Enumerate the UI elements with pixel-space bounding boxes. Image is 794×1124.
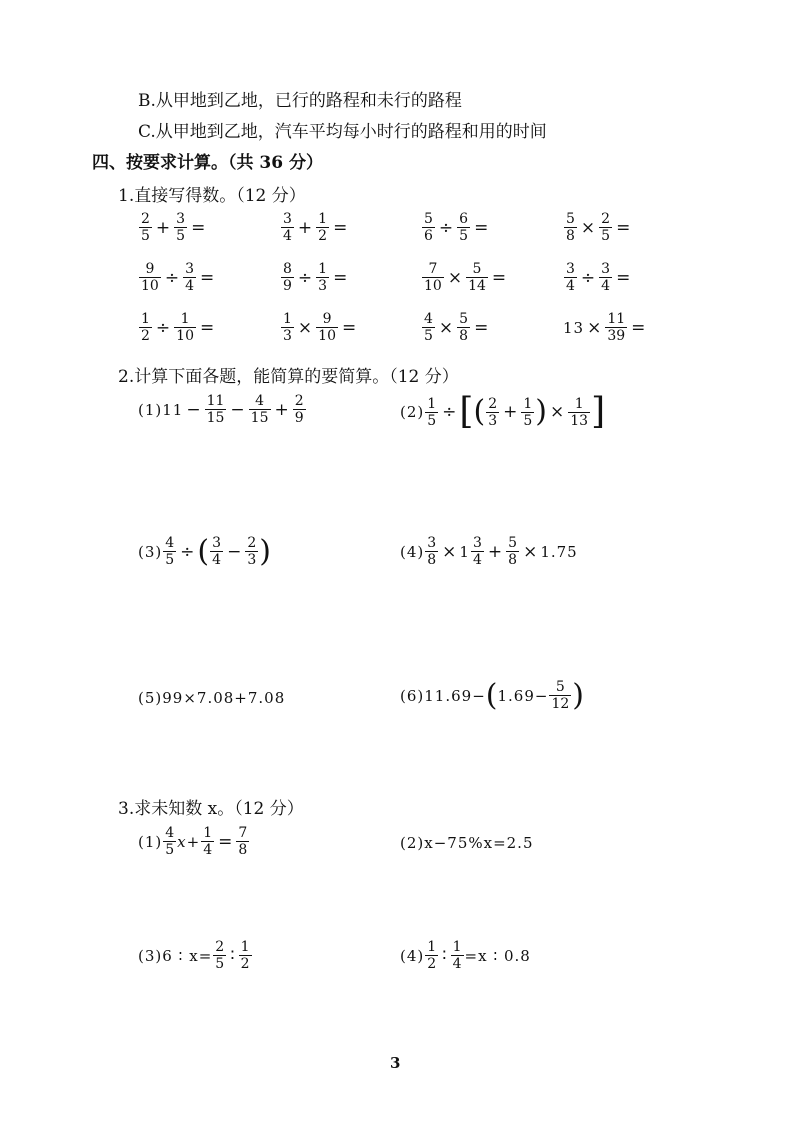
times-sign: ×: [442, 541, 457, 562]
fraction: $\frac{1}{4}$: [452, 939, 462, 972]
fraction: $\frac{2}{5}$: [601, 211, 611, 244]
q1-item: [421, 312, 491, 343]
equals-sign: =: [342, 317, 357, 338]
fraction: $\frac{6}{5}$: [459, 211, 469, 244]
q2-problem-1: [138, 394, 307, 425]
decimal-value: 1.75: [540, 542, 578, 561]
fraction: $\frac{5}{8}$: [459, 311, 469, 344]
fraction: $\frac{1}{3}$: [283, 311, 292, 344]
q1-item: [280, 312, 359, 343]
fraction: $\frac{1}{5}$: [427, 395, 437, 429]
fraction: $\frac{7}{10}$: [424, 261, 442, 294]
operator: ÷: [580, 267, 596, 288]
fraction: $\frac{3}{4}$: [283, 211, 292, 244]
operator: ×: [580, 217, 596, 238]
fraction: $\frac{4}{5}$: [165, 825, 175, 858]
left-paren: (: [485, 677, 498, 713]
fraction: $\frac{5}{6}$: [424, 211, 433, 244]
q3-p4-tail: =x ∶ 0.8: [464, 946, 531, 965]
q1-title: 1.直接写得数。（12 分）: [118, 186, 306, 206]
q3-p3-label: (3)6 ∶ x=: [138, 946, 213, 965]
fraction: $\frac{2}{5}$: [141, 211, 150, 244]
right-paren: ): [572, 677, 584, 713]
fraction: $\frac{1}{2}$: [240, 939, 250, 972]
minus-sign: −: [227, 541, 242, 562]
operator: +: [155, 217, 171, 238]
fraction: $\frac{1}{5}$: [523, 395, 533, 429]
equals-sign: =: [333, 267, 348, 288]
fraction: $\frac{2}{3}$: [247, 535, 257, 568]
q3-problem-4: [400, 940, 531, 971]
equals-sign: =: [218, 831, 233, 852]
operator: ×: [447, 267, 463, 288]
operator: ×: [587, 317, 602, 338]
fraction: $\frac{5}{8}$: [566, 211, 575, 244]
right-paren: ): [259, 533, 271, 569]
times-sign: ×: [550, 402, 565, 422]
q1-item: [138, 312, 217, 343]
fraction: $\frac{5}{12}$: [551, 679, 570, 712]
equals-sign: =: [616, 267, 631, 288]
fraction: $\frac{5}{8}$: [508, 535, 518, 568]
fraction: $\frac{11}{15}$: [206, 393, 225, 426]
q1-item: [563, 262, 633, 293]
fraction: $\frac{3}{8}$: [427, 535, 437, 568]
operator: ×: [297, 317, 313, 338]
right-paren: ): [535, 394, 547, 429]
equals-sign: =: [631, 317, 646, 338]
fraction: $\frac{3}{5}$: [176, 211, 186, 244]
equals-sign: =: [200, 317, 215, 338]
fraction: $\frac{7}{8}$: [238, 825, 248, 858]
left-paren: (: [473, 394, 486, 429]
q2-problem-3: [138, 533, 271, 569]
operator: ×: [438, 317, 454, 338]
fraction: $\frac{3}{4}$: [472, 535, 482, 568]
fraction: $\frac{1}{13}$: [570, 395, 589, 429]
equals-sign: =: [491, 267, 507, 288]
q3-title: 3.求未知数 x。（12 分）: [118, 799, 304, 819]
divide-sign: ÷: [180, 541, 195, 562]
whole-number: 13: [563, 318, 585, 337]
fraction: $\frac{1}{3}$: [318, 261, 328, 294]
plus-sign: +: [274, 399, 289, 420]
q2-problem-2: [400, 391, 606, 432]
divide-sign: ÷: [442, 402, 457, 422]
q2-title: 2.计算下面各题，能简算的要简算。（12 分）: [118, 367, 459, 387]
operator: +: [297, 217, 313, 238]
q3-p4-label: (4): [400, 946, 425, 965]
q3-problem-2: [400, 834, 534, 852]
q3-p1-label: (1): [138, 832, 163, 851]
fraction: $\frac{9}{10}$: [141, 261, 159, 294]
plus-sign: +: [487, 541, 503, 562]
q1-item: [563, 212, 633, 243]
equals-sign: =: [333, 217, 348, 238]
fraction: $\frac{8}{9}$: [283, 261, 292, 294]
q2-p5-text: (5)99×7.08+7.08: [138, 689, 286, 707]
q2-problem-5: [138, 689, 285, 707]
fraction: $\frac{11}{39}$: [607, 311, 626, 344]
fraction: $\frac{1}{2}$: [427, 939, 437, 972]
q1-item: [138, 262, 217, 293]
q2-p3-label: (3): [138, 542, 163, 561]
operator: ÷: [438, 217, 454, 238]
minus-sign: −: [186, 399, 201, 420]
operator: ÷: [164, 267, 180, 288]
fraction: $\frac{1}{2}$: [318, 211, 328, 244]
equals-sign: =: [191, 217, 206, 238]
q1-item: [280, 262, 350, 293]
option-c: C.从甲地到乙地，汽车平均每小时行的路程和用的时间: [138, 122, 547, 142]
fraction: $\frac{3}{4}$: [185, 261, 194, 294]
q2-problem-6: [400, 677, 584, 713]
q2-p4-label: (4): [400, 542, 425, 561]
q2-problem-4: [400, 536, 578, 567]
q3-p2-text: (2)x−75%x=2.5: [400, 834, 534, 852]
fraction: $\frac{1}{10}$: [176, 311, 194, 344]
operator: ÷: [297, 267, 313, 288]
q1-item: [280, 212, 350, 243]
fraction: $\frac{4}{5}$: [424, 311, 433, 344]
equals-sign: =: [200, 267, 215, 288]
section-heading: 四、按要求计算。（共 36 分）: [92, 153, 323, 173]
left-square-bracket: [: [459, 391, 474, 432]
right-square-bracket: ]: [591, 391, 606, 432]
times-sign: ×: [523, 541, 538, 562]
q1-item: [421, 212, 491, 243]
mixed-whole: 1: [459, 542, 470, 561]
ratio-sign: ∶: [230, 945, 235, 966]
plus-sign: +: [503, 402, 518, 422]
q1-item: [138, 212, 208, 243]
q2-p1-label: (1)11: [138, 400, 184, 419]
q1-item: [421, 262, 509, 293]
operator: ÷: [155, 317, 171, 338]
fraction: $\frac{1}{2}$: [141, 311, 150, 344]
q2-p2-label: (2): [400, 403, 425, 421]
q2-p6-inner: 1.69−: [497, 686, 549, 705]
minus-sign: −: [230, 399, 245, 420]
q1-item: [563, 312, 648, 343]
equals-sign: =: [616, 217, 631, 238]
fraction: $\frac{3}{4}$: [566, 261, 575, 294]
q2-p6-label: (6)11.69−: [400, 686, 486, 705]
q3-problem-1: [138, 826, 250, 857]
fraction: $\frac{2}{5}$: [215, 939, 225, 972]
page-number: 3: [390, 1054, 401, 1072]
equals-sign: =: [474, 217, 489, 238]
fraction: $\frac{9}{10}$: [318, 311, 336, 344]
fraction: $\frac{4}{15}$: [250, 393, 269, 426]
option-b: B.从甲地到乙地，已行的路程和未行的路程: [138, 91, 462, 111]
left-paren: (: [197, 533, 210, 569]
fraction: $\frac{3}{4}$: [601, 261, 611, 294]
q3-problem-3: [138, 940, 253, 971]
fraction: $\frac{2}{9}$: [294, 393, 304, 426]
fraction: $\frac{2}{3}$: [488, 395, 498, 429]
fraction: $\frac{3}{4}$: [212, 535, 222, 568]
ratio-sign: ∶: [442, 945, 447, 966]
fraction: $\frac{5}{14}$: [468, 261, 486, 294]
fraction: $\frac{1}{4}$: [203, 825, 213, 858]
fraction: $\frac{4}{5}$: [165, 535, 175, 568]
equals-sign: =: [474, 317, 489, 338]
variable-x: x+: [177, 832, 201, 851]
